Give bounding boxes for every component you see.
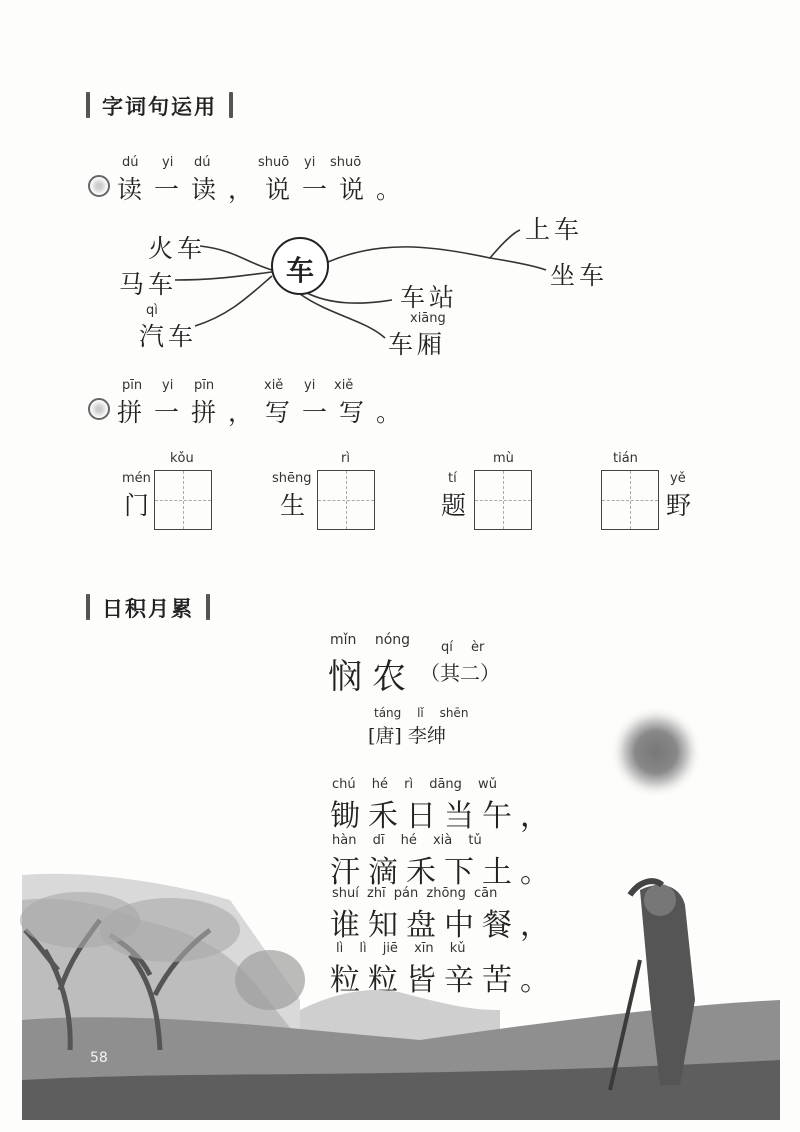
writing-char-pinyin: mén bbox=[122, 471, 151, 486]
writing-given-char: 野 bbox=[666, 491, 692, 520]
page-number: 58 bbox=[90, 1050, 108, 1066]
poem-line-pinyin: hàn dī hé xià tǔ bbox=[332, 833, 482, 848]
poem-line: 粒粒皆辛苦。 bbox=[330, 963, 558, 998]
task2-instruction: 拼一拼，写一写。 bbox=[117, 398, 414, 427]
poem-line: 汗滴禾下土。 bbox=[330, 855, 558, 890]
task1-pinyin: yi bbox=[162, 155, 174, 170]
task2-pinyin: xiě bbox=[334, 378, 354, 393]
poem-author: [唐] 李绅 bbox=[368, 725, 446, 747]
writing-box-pinyin: rì bbox=[341, 451, 350, 466]
mindmap-word: 汽车 bbox=[139, 322, 198, 351]
task1-pinyin: shuō bbox=[258, 155, 290, 170]
mindmap-word-pinyin: qì bbox=[146, 303, 158, 318]
mindmap-word: 车厢 bbox=[388, 330, 447, 359]
task2-pinyin: yi bbox=[304, 378, 316, 393]
mindmap-word: 上车 bbox=[525, 215, 584, 244]
writing-box-pinyin: mù bbox=[493, 451, 514, 466]
poem-subtitle-pinyin: qí èr bbox=[441, 640, 485, 655]
writing-char-pinyin: tí bbox=[448, 471, 457, 486]
mindmap-word: 车站 bbox=[400, 283, 459, 312]
mindmap-word: 坐车 bbox=[550, 261, 609, 290]
section-title-daily-accumulation: 日积月累 bbox=[102, 597, 194, 621]
task1-pinyin: shuō bbox=[330, 155, 362, 170]
writing-given-char: 门 bbox=[124, 491, 150, 520]
writing-given-char: 生 bbox=[280, 491, 306, 520]
poem-line-pinyin: lì lì jiē xīn kǔ bbox=[336, 941, 466, 956]
poem-author-pinyin: táng lǐ shēn bbox=[374, 706, 469, 720]
writing-box-pinyin: kǒu bbox=[170, 451, 194, 466]
sun-icon bbox=[610, 706, 702, 798]
writing-box-pinyin: tián bbox=[613, 451, 638, 466]
section-title-word-usage: 字词句运用 bbox=[102, 95, 217, 119]
mindmap-word: 火车 bbox=[148, 234, 207, 263]
poem-title: 悯农 bbox=[328, 657, 416, 697]
task1-pinyin: dú bbox=[194, 155, 211, 170]
mindmap-word-pinyin: xiāng bbox=[410, 311, 446, 326]
writing-given-char: 题 bbox=[441, 491, 467, 520]
poem-line: 锄禾日当午， bbox=[330, 799, 558, 834]
mindmap-center-word: 车 bbox=[286, 254, 315, 287]
writing-char-pinyin: yě bbox=[670, 471, 686, 486]
task1-pinyin: yi bbox=[304, 155, 316, 170]
poem-line: 谁知盘中餐， bbox=[330, 908, 558, 943]
task2-pinyin: yi bbox=[162, 378, 174, 393]
poem-line-pinyin: shuí zhī pán zhōng cān bbox=[332, 886, 498, 901]
task2-pinyin: pīn bbox=[122, 378, 143, 393]
mindmap-word: 马车 bbox=[119, 270, 178, 299]
poem-line-pinyin: chú hé rì dāng wǔ bbox=[332, 777, 497, 792]
writing-char-pinyin: shēng bbox=[272, 471, 312, 486]
poem-subtitle: （其二） bbox=[420, 661, 500, 685]
poem-title-pinyin: mǐn nóng bbox=[330, 632, 411, 648]
task2-pinyin: xiě bbox=[264, 378, 284, 393]
task2-pinyin: pīn bbox=[194, 378, 215, 393]
task1-pinyin: dú bbox=[122, 155, 139, 170]
task1-instruction: 读一读，说一说。 bbox=[117, 175, 414, 204]
